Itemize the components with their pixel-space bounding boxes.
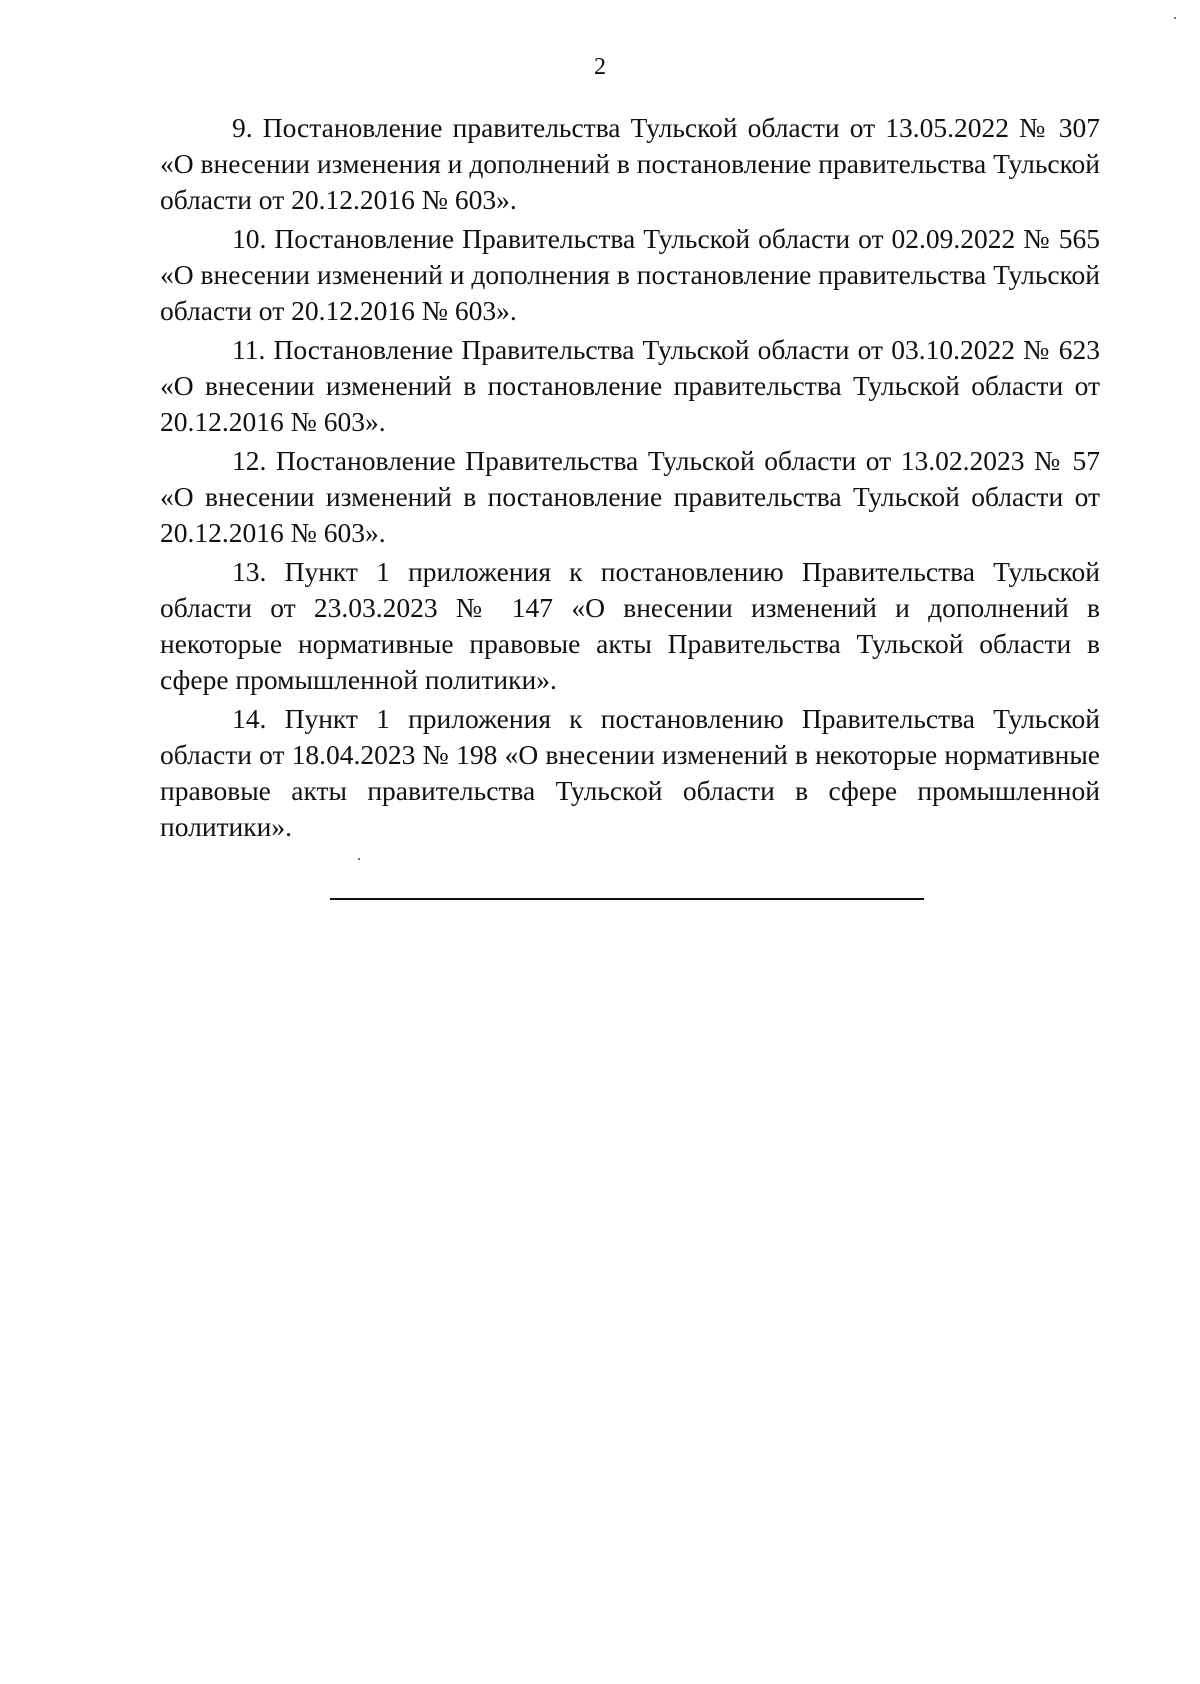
scan-speck — [358, 858, 360, 860]
list-item-14: 14. Пункт 1 приложения к постановлению Правительства Тульской области от 18.04.2023 № 198 «О внесении изменений в некоторые нормативные правовые акты правительства Тульской области в сфере промышленной политики». — [160, 703, 1100, 842]
page-number: 2 — [594, 54, 606, 80]
list-item-13: 13. Пункт 1 приложения к постановлению Правительства Тульской области от 23.03.2023 № 147 «О внесении изменений и дополнений в некоторые нормативные правовые акты Правительства Тульской области в сфере промышленной политики». — [160, 556, 1100, 695]
list-item-12: 12. Постановление Правительства Тульской области от 13.02.2023 № 57 «О внесении изменений в постановление правительства Тульской области от 20.12.2016 № 603». — [160, 445, 1100, 548]
list-item-9: 9. Постановление правительства Тульской области от 13.05.2022 № 307 «О внесении изменения и дополнений в постановление правительства Тульской области от 20.12.2016 № 603». — [160, 112, 1100, 215]
list-item-10: 10. Постановление Правительства Тульской области от 02.09.2022 № 565 «О внесении изменений и дополнения в постановление правительства Тульской области от 20.12.2016 № 603». — [160, 223, 1100, 326]
scan-speck — [1174, 17, 1176, 19]
list-item-11: 11. Постановление Правительства Тульской области от 03.10.2022 № 623 «О внесении изменений в постановление правительства Тульской области от 20.12.2016 № 603». — [160, 334, 1100, 437]
closing-divider — [330, 898, 924, 900]
document-body — [160, 110, 1100, 848]
